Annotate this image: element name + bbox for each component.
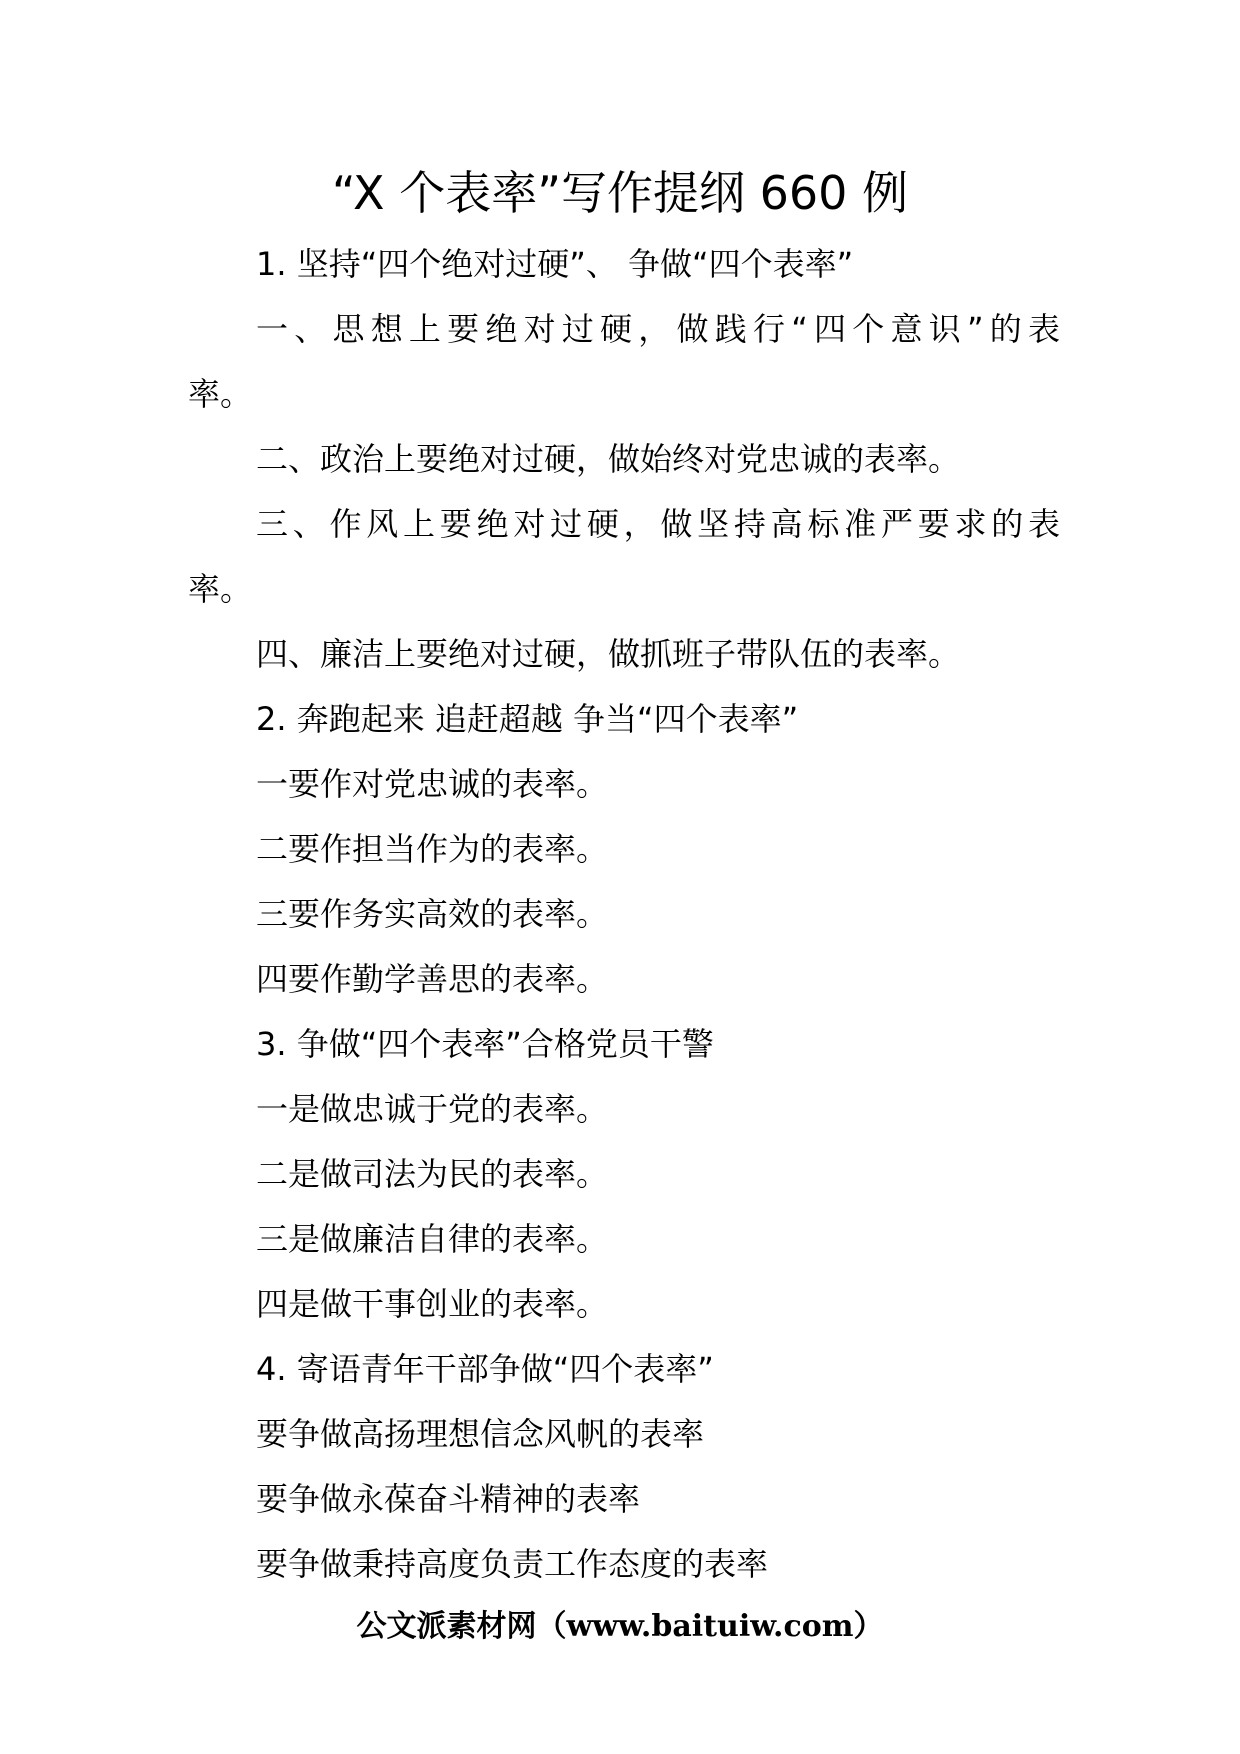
- heading-2: 2. 奔跑起来 追赶超越 争当“四个表率”: [256, 700, 799, 738]
- heading-4: 4. 寄语青年干部争做“四个表率”: [256, 1350, 714, 1388]
- document-title: “X 个表率”写作提纲 660 例: [331, 166, 909, 220]
- paragraph-line: 三要作务实高效的表率。: [256, 895, 609, 933]
- paragraph-line: 要争做高扬理想信念风帆的表率: [256, 1415, 705, 1453]
- heading-1: 1. 坚持“四个绝对过硬”、 争做“四个表率”: [256, 245, 854, 283]
- paragraph-line: 要争做永葆奋斗精神的表率: [256, 1480, 641, 1518]
- paragraph-line: 一要作对党忠诚的表率。: [256, 765, 609, 803]
- paragraph-line: 二是做司法为民的表率。: [256, 1155, 609, 1193]
- paragraph-line: 四要作勤学善思的表率。: [256, 960, 609, 998]
- heading-3: 3. 争做“四个表率”合格党员干警: [256, 1025, 714, 1063]
- paragraph-line: 二要作担当作为的表率。: [256, 830, 609, 868]
- paragraph-line: 三是做廉洁自律的表率。: [256, 1220, 609, 1258]
- paragraph-line: 一、思想上要绝对过硬，做践行“四个意识”的表: [256, 310, 1060, 348]
- paragraph-line: 要争做秉持高度负责工作态度的表率: [256, 1545, 769, 1583]
- footer-source: 公文派素材网（www.baituiw.com）: [356, 1609, 884, 1644]
- document-body: [188, 232, 1060, 1597]
- paragraph-line-continuation: 率。: [188, 375, 253, 413]
- paragraph-line-continuation: 率。: [188, 570, 253, 608]
- paragraph-line: 三、作风上要绝对过硬，做坚持高标准严要求的表: [256, 505, 1060, 543]
- paragraph-line: 四、廉洁上要绝对过硬，做抓班子带队伍的表率。: [256, 635, 961, 673]
- paragraph-line: 一是做忠诚于党的表率。: [256, 1090, 609, 1128]
- paragraph-line: 二、政治上要绝对过硬，做始终对党忠诚的表率。: [256, 440, 961, 478]
- paragraph-line: 四是做干事创业的表率。: [256, 1285, 609, 1323]
